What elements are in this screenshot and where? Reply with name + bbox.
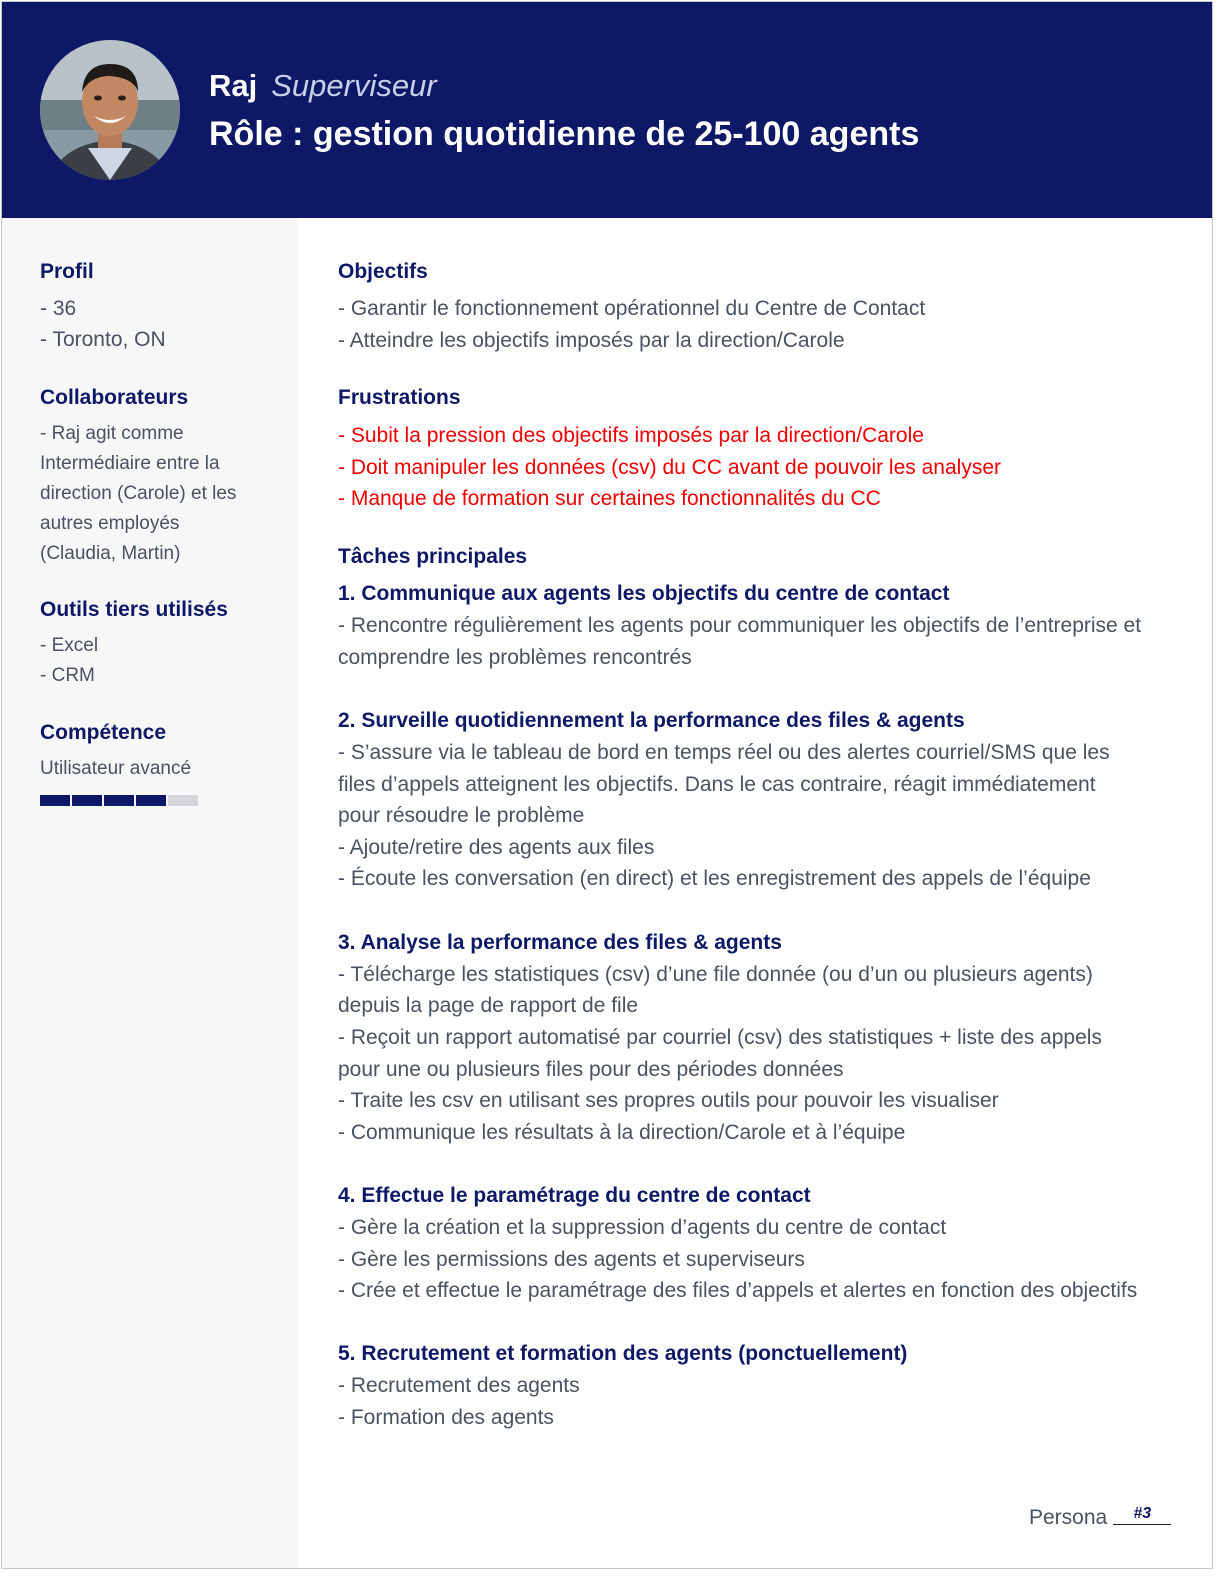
task-line: - Ajoute/retire des agents aux files <box>338 836 655 859</box>
collaborateurs-line: direction (Carole) et les <box>40 483 237 504</box>
frustrations-heading: Frustrations <box>338 386 461 409</box>
task-title: 4. Effectue le paramétrage du centre de contact <box>338 1184 811 1207</box>
persona-role: Rôle : gestion quotidienne de 25-100 agents <box>209 115 920 153</box>
competence-level-bar <box>40 795 200 806</box>
sidebar <box>2 218 298 1568</box>
level-segment-empty <box>168 795 198 806</box>
persona-name: Raj <box>209 68 258 103</box>
avatar-photo <box>40 40 180 180</box>
task-line: files d’appels atteignent les objectifs. Dans le cas contraire, réagit immédiatement <box>338 773 1096 796</box>
task-line: - Écoute les conversation (en direct) et les enregistrement des appels de l’équipe <box>338 867 1091 890</box>
level-segment-filled <box>40 795 70 806</box>
competence-heading: Compétence <box>40 721 167 744</box>
task-title: 5. Recrutement et formation des agents (ponctuellement) <box>338 1342 908 1365</box>
task-title: 1. Communique aux agents les objectifs du centre de contact <box>338 582 950 605</box>
collaborateurs-line: - Raj agit comme <box>40 423 184 444</box>
task-line: comprendre les problèmes rencontrés <box>338 646 692 669</box>
collaborateurs-line: (Claudia, Martin) <box>40 543 181 564</box>
level-segment-filled <box>72 795 102 806</box>
profil-heading: Profil <box>40 260 94 283</box>
persona-number: #3 <box>1113 1504 1171 1525</box>
task-line: - Traite les csv en utilisant ses propres outils pour pouvoir les visualiser <box>338 1089 999 1112</box>
level-segment-filled <box>136 795 166 806</box>
outil-item: - Excel <box>40 635 99 656</box>
task-title: 3. Analyse la performance des files & agents <box>338 931 782 954</box>
frustration-item: - Manque de formation sur certaines fonctionnalités du CC <box>338 487 881 510</box>
collaborateurs-line: Intermédiaire entre la <box>40 453 220 474</box>
task-line: - Crée et effectue le paramétrage des files d’appels et alertes en fonction des objectifs <box>338 1279 1138 1302</box>
task-line: - Reçoit un rapport automatisé par courriel (csv) des statistiques + liste des appels <box>338 1026 1102 1049</box>
frustration-item: - Subit la pression des objectifs imposés par la direction/Carole <box>338 424 924 447</box>
collaborateurs-heading: Collaborateurs <box>40 386 189 409</box>
outil-item: - CRM <box>40 665 95 686</box>
task-line: - Gère la création et la suppression d’agents du centre de contact <box>338 1216 947 1239</box>
persona-title: Superviseur <box>271 68 437 103</box>
persona-name-line <box>209 68 437 104</box>
task-line: - Recrutement des agents <box>338 1374 580 1397</box>
level-segment-filled <box>104 795 134 806</box>
competence-level-label: Utilisateur avancé <box>40 758 192 779</box>
persona-card <box>1 1 1213 1569</box>
task-line: - Communique les résultats à la direction/Carole et à l’équipe <box>338 1121 906 1144</box>
task-line: - Gère les permissions des agents et superviseurs <box>338 1248 805 1271</box>
frustration-item: - Doit manipuler les données (csv) du CC avant de pouvoir les analyser <box>338 456 1001 479</box>
profil-location: - Toronto, ON <box>40 328 166 351</box>
task-line: pour résoudre le problème <box>338 804 585 827</box>
avatar <box>40 40 180 180</box>
header-banner <box>2 2 1212 218</box>
task-line: - Rencontre régulièrement les agents pour communiquer les objectifs de l’entreprise et <box>338 614 1142 637</box>
persona-footer <box>1029 1504 1171 1532</box>
task-line: - S’assure via le tableau de bord en temps réel ou des alertes courriel/SMS que les <box>338 741 1110 764</box>
task-line: - Télécharge les statistiques (csv) d’une file donnée (ou d’un ou plusieurs agents) <box>338 963 1093 986</box>
taches-heading: Tâches principales <box>338 545 528 568</box>
task-line: - Formation des agents <box>338 1406 554 1429</box>
objectifs-heading: Objectifs <box>338 260 428 283</box>
main-content <box>298 218 1212 1568</box>
task-title: 2. Surveille quotidiennement la performance des files & agents <box>338 709 965 732</box>
outils-heading: Outils tiers utilisés <box>40 598 228 621</box>
collaborateurs-line: autres employés <box>40 513 180 534</box>
persona-label: Persona <box>1029 1506 1108 1529</box>
objectif-item: - Garantir le fonctionnement opérationnel du Centre de Contact <box>338 297 926 320</box>
task-line: depuis la page de rapport de file <box>338 994 639 1017</box>
objectif-item: - Atteindre les objectifs imposés par la direction/Carole <box>338 329 845 352</box>
task-line: pour une ou plusieurs files pour des périodes données <box>338 1058 844 1081</box>
profil-age: - 36 <box>40 297 77 320</box>
